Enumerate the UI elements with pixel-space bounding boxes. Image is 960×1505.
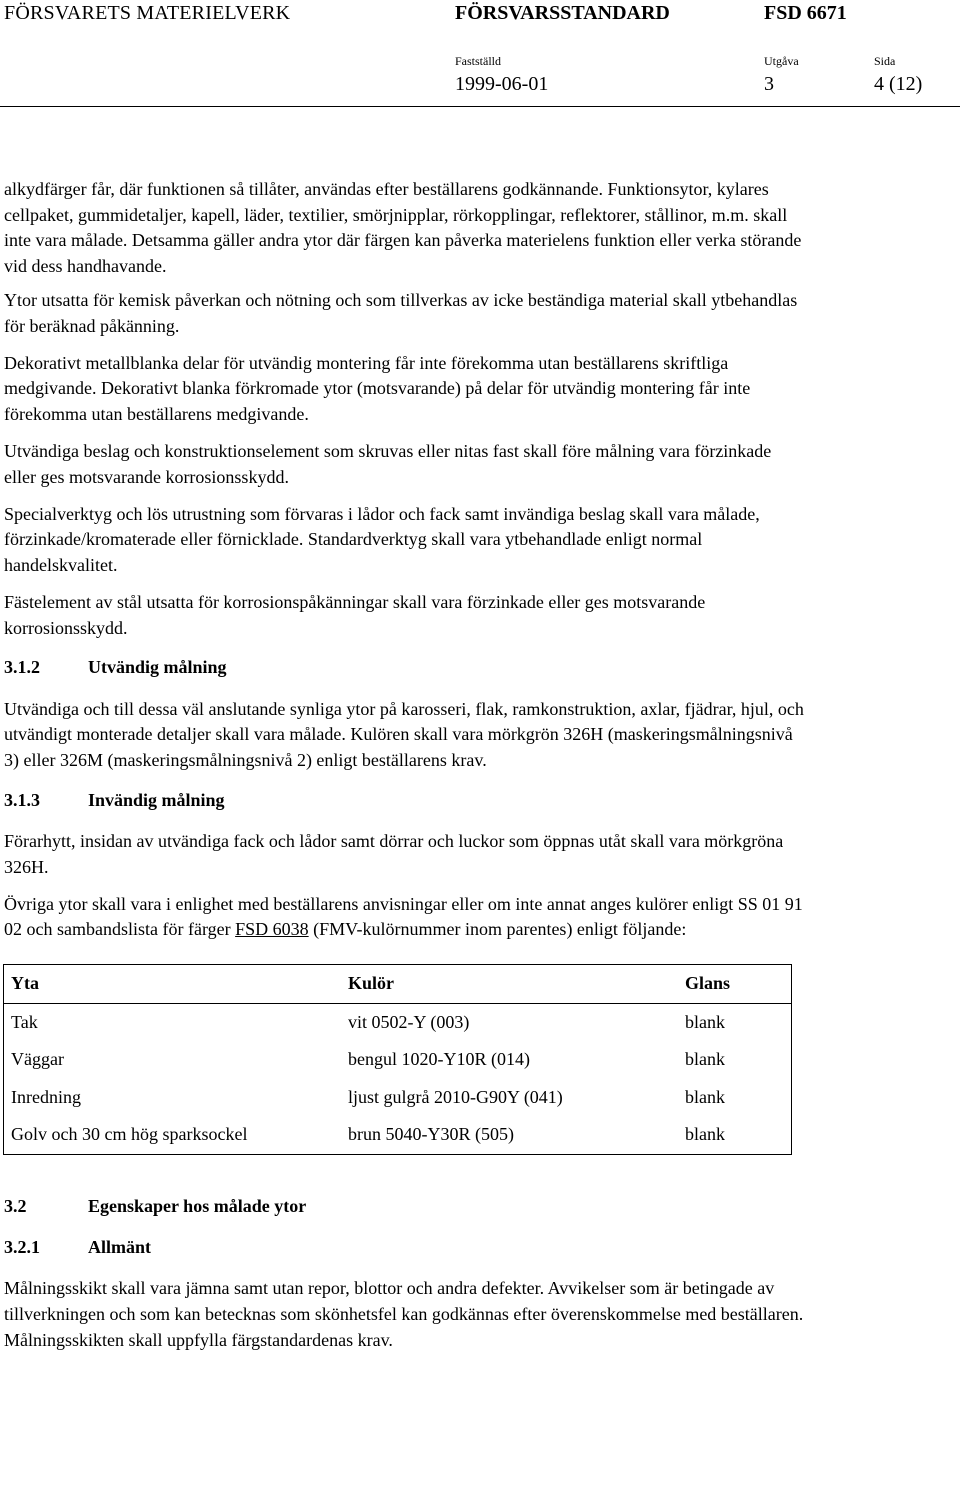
paragraph-surfaces-not-painted: alkydfärger får, där funktionen så tillåter, användas efter beställarens godkännande. Funktionsytor, kylares cellpaket, gummidetaljer, kapell, läder, textilier, smörjnipplar, rörkopplingar, reflektorer, stållinor, m.m. skall inte vara målade. Detsamma gäller andra ytor där färgen kan påverka materielens funktion eller verka störande vid dess handhavande. [4,179,802,277]
table-row [4,1079,791,1117]
paragraph-text: (FMV-kulörnummer inom parentes) enligt följande: [308,919,687,940]
table-cell: Väggar [11,1049,64,1070]
header-established-label: Fastställd [455,54,502,68]
table-row [4,1041,791,1079]
section-heading-3-2 [4,1194,804,1220]
section-heading-3-1-3 [4,788,804,814]
paragraph-other-surfaces [4,892,804,943]
paragraph-special-tools: Specialverktyg och lös utrustning som förvaras i lådor och fack samt invändiga beslag skall vara målade, förzinkade/kromaterade eller förnicklade. Standardverktyg skall vara ytbehandlade enligt normal handelskvalitet. [4,503,760,576]
table-row [4,1003,791,1041]
section-number: 3.1.2 [4,657,40,678]
table-cell: Tak [11,1011,38,1032]
table-cell: blank [685,1086,725,1107]
table-cell: vit 0502-Y (003) [348,1011,470,1032]
section-number: 3.2.1 [4,1237,40,1258]
table-cell: blank [685,1011,725,1032]
paragraph-text: Övriga ytor skall vara i enlighet med beställarens anvisningar eller om inte annat anges kulörer enligt SS 01 91 02 och sambandslista för färger [4,893,803,940]
header-established-value: 1999-06-01 [455,73,549,95]
document-body [4,177,804,1365]
header-edition-value: 3 [764,73,774,95]
header-standard-number: FSD 6671 [764,2,847,24]
table-header-row [4,965,791,1003]
table-cell: bengul 1020-Y10R (014) [348,1049,530,1070]
table-cell: Inredning [11,1086,81,1107]
section-number: 3.2 [4,1196,27,1217]
table-cell: blank [685,1049,725,1070]
section-title: Utvändig målning [88,657,227,678]
section-title: Allmänt [88,1237,151,1258]
paragraph-external-fittings: Utvändiga beslag och konstruktionselement som skruvas eller nitas fast skall före målning vara förzinkade eller ges motsvarande korrosionsskydd. [4,440,772,487]
table-cell: blank [685,1124,725,1145]
paragraph-decorative-parts: Dekorativt metallblanka delar för utvändig montering får inte förekomma utan beställarens skriftliga medgivande. Dekorativt blanka förkromade ytor (motsvarande) på delar för utvändig montering får inte förekomma utan beställarens medgivande. [4,352,751,424]
section-heading-3-1-2 [4,655,804,681]
paragraph-chemical-exposure: Ytor utsatta för kemisk påverkan och nötning och som tillverkas av icke beständiga material skall ytbehandlas för beräknad påkänning. [4,289,798,336]
fsd-6038-link[interactable]: FSD 6038 [235,919,309,940]
section-title: Invändig målning [88,789,225,810]
column-header-yta: Yta [11,973,39,993]
color-table [4,965,791,1154]
section-title: Egenskaper hos målade ytor [88,1196,307,1217]
paragraph-exterior-painting: Utvändiga och till dessa väl anslutande synliga ytor på karosseri, flak, ramkonstruktion, axlar, fjädrar, hjul, och utvändigt monterade detaljer skall vara målade. Kulören skall vara mörkgrön 326H (maskeringsmålningsnivå 3) eller 326M (maskeringsmålningsnivå 2) enligt beställarens krav. [4,698,804,771]
header-page-value: 4 (12) [874,73,923,95]
header-organization: FÖRSVARETS MATERIELVERK [4,2,291,24]
column-header-kulor: Kulör [348,973,395,993]
header-standard-type: FÖRSVARSSTANDARD [455,2,670,24]
paragraph-cab-interior: Förarhytt, insidan av utvändiga fack och lådor samt dörrar och luckor som öppnas utåt skall vara mörkgröna 326H. [4,830,784,877]
column-header-glans: Glans [685,973,731,993]
table-cell: ljust gulgrå 2010-G90Y (041) [348,1086,563,1107]
table-cell: Golv och 30 cm hög sparksockel [11,1124,248,1145]
section-heading-3-2-1 [4,1235,804,1261]
table-cell: brun 5040-Y30R (505) [348,1124,514,1145]
header-edition-label: Utgåva [764,54,799,68]
paragraph-fasteners: Fästelement av stål utsatta för korrosionspåkänningar skall vara förzinkade eller ges motsvarande korrosionsskydd. [4,592,706,638]
table-row [4,1116,791,1154]
header-divider [0,106,960,107]
paragraph-paint-layers-general: Målningsskikt skall vara jämna samt utan repor, blottor och andra defekter. Avvikelser som är betingade av tillverkningen och som kan betecknas som skönhetsfel kan godkännas efter överenskommelse med beställaren. Målningsskikten skall uppfylla färgstandardenas krav. [4,1278,804,1350]
section-number: 3.1.3 [4,789,40,810]
header-page-label: Sida [874,54,896,68]
